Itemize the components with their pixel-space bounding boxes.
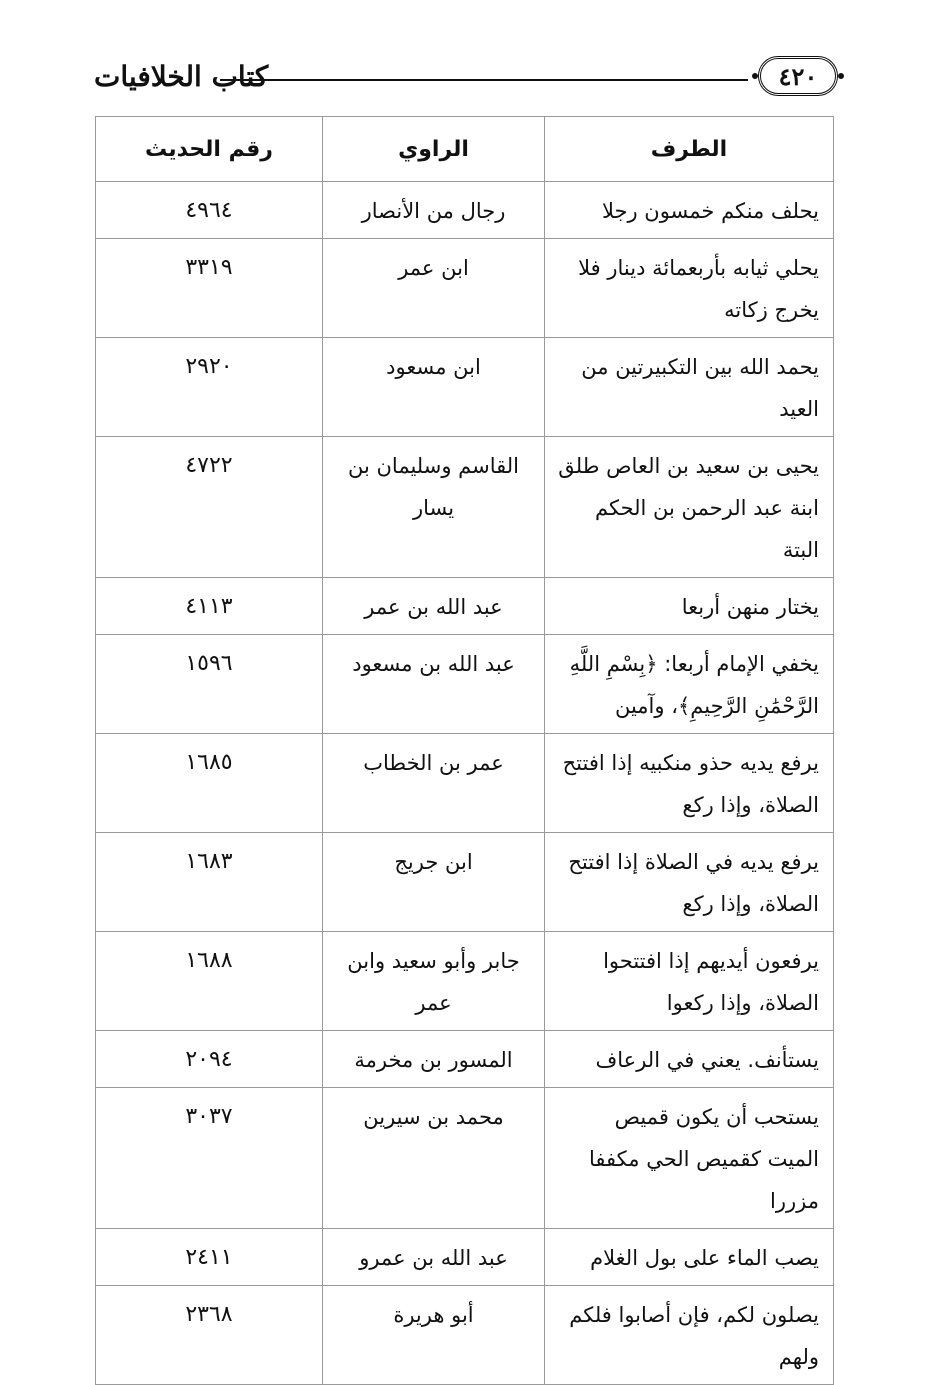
hadith-number-cell: ١٦٨٣ [96,833,323,932]
hadith-text-cell: يحلي ثيابه بأربعمائة دينار فلا يخرج زكاته [545,239,834,338]
narrator-cell: القاسم وسليمان بن يسار [323,437,545,578]
column-header-text: الطرف [545,117,834,182]
page-number-badge [758,56,838,96]
table-header-row [96,117,834,182]
table-row [96,635,834,734]
hadith-number-cell: ٢٣٦٨ [96,1286,323,1385]
table-row [96,437,834,578]
table-row [96,578,834,635]
hadith-text-cell: يستحب أن يكون قميص الميت كقميص الحي مكففا مزررا [545,1088,834,1229]
hadith-number-cell: ٣٣١٩ [96,239,323,338]
hadith-text-cell: يحلف منكم خمسون رجلا [545,182,834,239]
narrator-cell: رجال من الأنصار [323,182,545,239]
hadith-text-cell: يرفع يديه حذو منكبيه إذا افتتح الصلاة، وإذا ركع [545,734,834,833]
hadith-text-cell: يختار منهن أربعا [545,578,834,635]
narrator-cell: عمر بن الخطاب [323,734,545,833]
header-rule [220,79,748,81]
column-header-number: رقم الحديث [96,117,323,182]
hadith-number-cell: ٢٠٩٤ [96,1031,323,1088]
narrator-cell: محمد بن سيرين [323,1088,545,1229]
table-row [96,1031,834,1088]
hadith-number-cell: ٢٤١١ [96,1229,323,1286]
hadith-text-cell: يصب الماء على بول الغلام [545,1229,834,1286]
hadith-text-cell: يخفي الإمام أربعا: ﴿بِسْمِ اللَّهِ الرَّحْمَٰنِ الرَّحِيمِ﴾، وآمين [545,635,834,734]
narrator-cell: ابن عمر [323,239,545,338]
narrator-cell: عبد الله بن عمرو [323,1229,545,1286]
hadith-text-cell: يستأنف. يعني في الرعاف [545,1031,834,1088]
hadith-number-cell: ٤٧٢٢ [96,437,323,578]
hadith-text-cell: يحيى بن سعيد بن العاص طلق ابنة عبد الرحمن بن الحكم البتة [545,437,834,578]
book-title: كتاب الخلافيات [94,60,269,93]
table-row [96,239,834,338]
table-row [96,833,834,932]
narrator-cell: عبد الله بن عمر [323,578,545,635]
narrator-cell: عبد الله بن مسعود [323,635,545,734]
hadith-number-cell: ١٦٨٨ [96,932,323,1031]
hadith-number-cell: ٤١١٣ [96,578,323,635]
narrator-cell: ابن مسعود [323,338,545,437]
table-row [96,734,834,833]
table-row [96,1229,834,1286]
narrator-cell: أبو هريرة [323,1286,545,1385]
hadith-number-cell: ٢٩٢٠ [96,338,323,437]
hadith-number-cell: ٤٩٦٤ [96,182,323,239]
page-number: ٤٢٠ [778,61,818,91]
table-row [96,182,834,239]
hadith-index-table [95,116,834,1385]
page-header [90,52,850,106]
table-row [96,932,834,1031]
badge-ornament-right [838,73,844,79]
narrator-cell: المسور بن مخرمة [323,1031,545,1088]
hadith-text-cell: يرفعون أيديهم إذا افتتحوا الصلاة، وإذا ركعوا [545,932,834,1031]
table-row [96,1286,834,1385]
hadith-text-cell: يرفع يديه في الصلاة إذا افتتح الصلاة، وإذا ركع [545,833,834,932]
table-row [96,1088,834,1229]
narrator-cell: جابر وأبو سعيد وابن عمر [323,932,545,1031]
hadith-number-cell: ٣٠٣٧ [96,1088,323,1229]
hadith-number-cell: ١٥٩٦ [96,635,323,734]
hadith-number-cell: ١٦٨٥ [96,734,323,833]
table-row [96,338,834,437]
column-header-narrator: الراوي [323,117,545,182]
hadith-text-cell: يحمد الله بين التكبيرتين من العيد [545,338,834,437]
hadith-text-cell: يصلون لكم، فإن أصابوا فلكم ولهم [545,1286,834,1385]
narrator-cell: ابن جريج [323,833,545,932]
badge-ornament-left [752,73,758,79]
